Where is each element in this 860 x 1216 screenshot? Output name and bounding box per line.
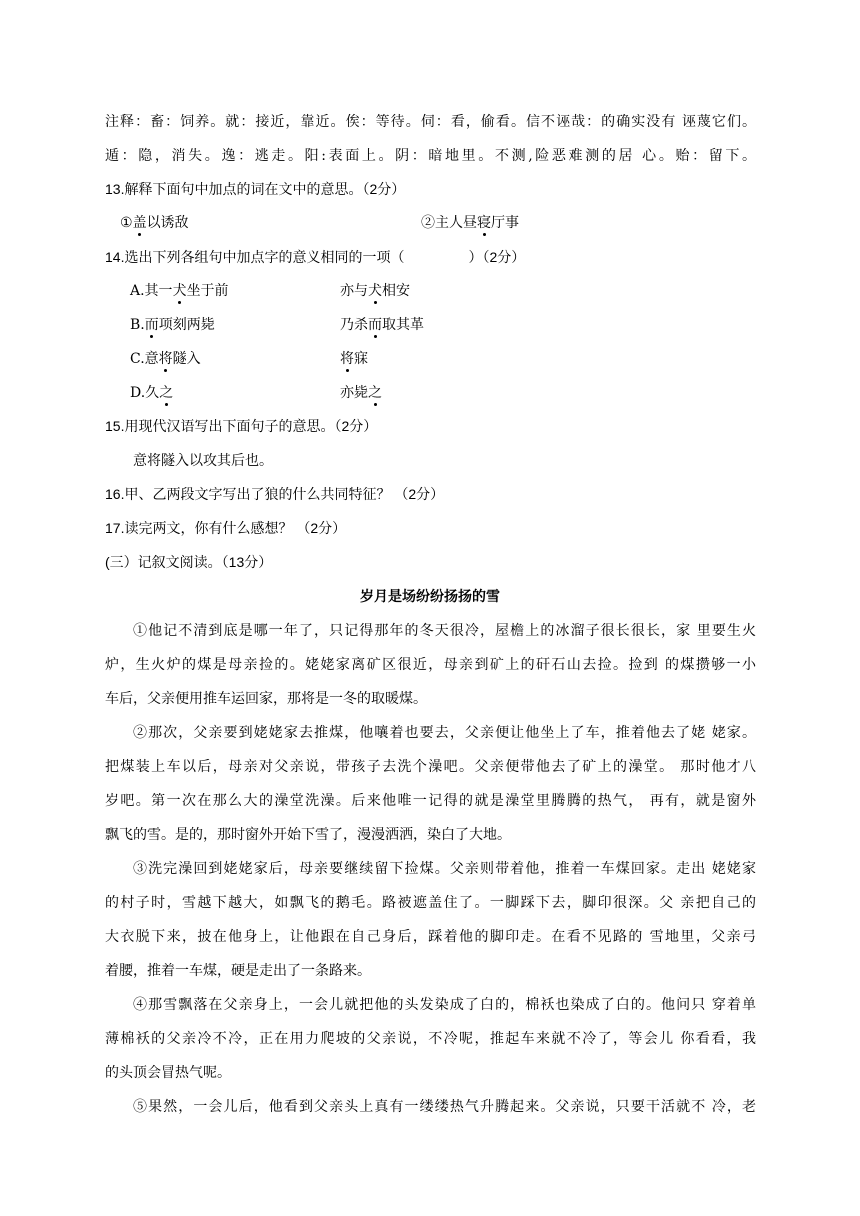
article-line: 着腰，推着一车煤，硬是走出了一条路来。 <box>105 963 371 979</box>
notes-line-1: 注释：畜：饲养。就：接近，靠近。俟：等待。伺：看，偷看。信不诬哉：的确实没有 诬蔑它们。 <box>105 114 756 130</box>
dotted-char: 寝 <box>477 212 491 232</box>
article-title: 岁月是场纷纷扬扬的雪 <box>360 588 500 604</box>
dotted-char: 之 <box>368 382 382 402</box>
item-text: 厅事 <box>491 215 519 231</box>
option-a-right <box>340 280 410 300</box>
item-prefix: ① <box>120 215 133 231</box>
article-line: ③洗完澡回到姥姥家后，母亲要继续留下捡煤。父亲则带着他，推着一车煤回家。走出 姥姥家 <box>133 861 756 877</box>
article-line: ②那次，父亲要到姥姥家去推煤，他嚷着也要去，父亲便让他坐上了车，推着他去了姥 姥家。 <box>133 725 756 741</box>
question-16-stem: 16.甲、乙两段文字写出了狼的什么共同特征？ （2分） <box>105 486 445 502</box>
item-prefix: ②主人昼 <box>421 215 477 231</box>
notes-line-2: 遁：隐，消失。逸：逃走。阳:表面上。阴：暗地里。不测,险恶难测的居 心。贻：留下。 <box>105 148 756 164</box>
article-line: ①他记不清到底是哪一年了，只记得那年的冬天很冷，屋檐上的冰溜子很长很长，家 里要生火 <box>133 623 756 639</box>
option-text: 项刻两毙 <box>158 317 215 333</box>
option-d-left <box>130 382 173 402</box>
item-text: 以诱敌 <box>146 215 189 231</box>
option-text: 坐于前 <box>186 283 229 299</box>
article-line: 岁吧。第一次在那么大的澡堂洗澡。后来他唯一记得的就是澡堂里腾腾的热气， 再有，就是窗外 <box>105 793 756 809</box>
article-line: 车后，父亲便用推车运回家，那将是一冬的取暖煤。 <box>105 691 427 707</box>
option-text: 寐 <box>354 351 368 367</box>
article-line: 薄棉袄的父亲冷不冷，正在用力爬坡的父亲说，不冷呢，推起车来就不冷了，等会儿 你看看，我 <box>105 1031 756 1047</box>
option-a-left <box>130 280 229 300</box>
dotted-char: 将 <box>159 348 173 368</box>
dotted-char: 犬 <box>368 280 382 300</box>
option-text: B. <box>130 317 145 333</box>
question-13-item-2 <box>421 212 519 232</box>
article-line: 炉，生火炉的煤是母亲捡的。姥姥家离矿区很近，母亲到矿上的矸石山去捡。捡到 的煤攒够一小 <box>105 657 756 673</box>
option-b-right <box>340 314 424 334</box>
article-line: 飘飞的雪。是的，那时窗外开始下雪了，漫漫洒洒，染白了大地。 <box>105 827 511 843</box>
option-text: 隧入 <box>172 351 201 367</box>
dotted-char: 而 <box>145 314 159 334</box>
option-text: 乃杀 <box>340 317 368 333</box>
option-text: 亦毙 <box>340 385 368 401</box>
option-text: A.其一 <box>130 283 173 299</box>
option-text: 取其革 <box>382 317 424 333</box>
article-line: 把煤装上车以后，母亲对父亲说，带孩子去洗个澡吧。父亲便带他去了矿上的澡堂。 那时他才八 <box>105 759 756 775</box>
article-line: 的村子时，雪越下越大，如飘飞的鹅毛。路被遮盖住了。一脚踩下去，脚印很深。父 亲把自己的 <box>105 895 756 911</box>
article-line: 的头顶会冒热气呢。 <box>105 1065 231 1081</box>
question-13-stem: 13.解释下面句中加点的词在文中的意思。（2分） <box>105 181 406 197</box>
option-c-right <box>340 348 368 368</box>
option-d-right <box>340 382 382 402</box>
option-text: 亦与 <box>340 283 368 299</box>
dotted-char: 而 <box>368 314 382 334</box>
question-15-sentence: 意将隧入以攻其后也。 <box>133 453 273 469</box>
stem-score: ）（2分） <box>468 249 526 265</box>
question-15-stem: 15.用现代汉语写出下面句子的意思。（2分） <box>105 418 378 434</box>
article-line: 大衣脱下来，披在他身上，让他跟在自己身后，踩着他的脚印走。在看不见路的 雪地里，父亲弓 <box>105 929 756 945</box>
option-text: D.久 <box>130 385 160 401</box>
stem-text: 14.选出下列各组句中加点字的意义相同的一项（ <box>105 249 405 265</box>
option-text: C.意 <box>130 351 159 367</box>
dotted-char: 盖 <box>133 212 147 232</box>
question-14-stem <box>105 247 525 267</box>
option-text: 相安 <box>382 283 410 299</box>
dotted-char: 之 <box>159 382 173 402</box>
question-17-stem: 17.读完两文，你有什么感想？ （2分） <box>105 520 347 536</box>
dotted-char: 将 <box>340 348 354 368</box>
dotted-char: 犬 <box>173 280 187 300</box>
option-b-left <box>130 314 215 334</box>
section-3-heading: (三）记叙文阅读。（13分） <box>105 554 273 570</box>
question-13-item-1 <box>120 212 189 232</box>
article-line: ④那雪飘落在父亲身上，一会儿就把他的头发染成了白的，棉袄也染成了白的。他问只 穿着单 <box>133 997 756 1013</box>
article-line: ⑤果然，一会儿后，他看到父亲头上真有一缕缕热气升腾起来。父亲说，只要干活就不 冷，老 <box>133 1099 756 1115</box>
option-c-left <box>130 348 201 368</box>
